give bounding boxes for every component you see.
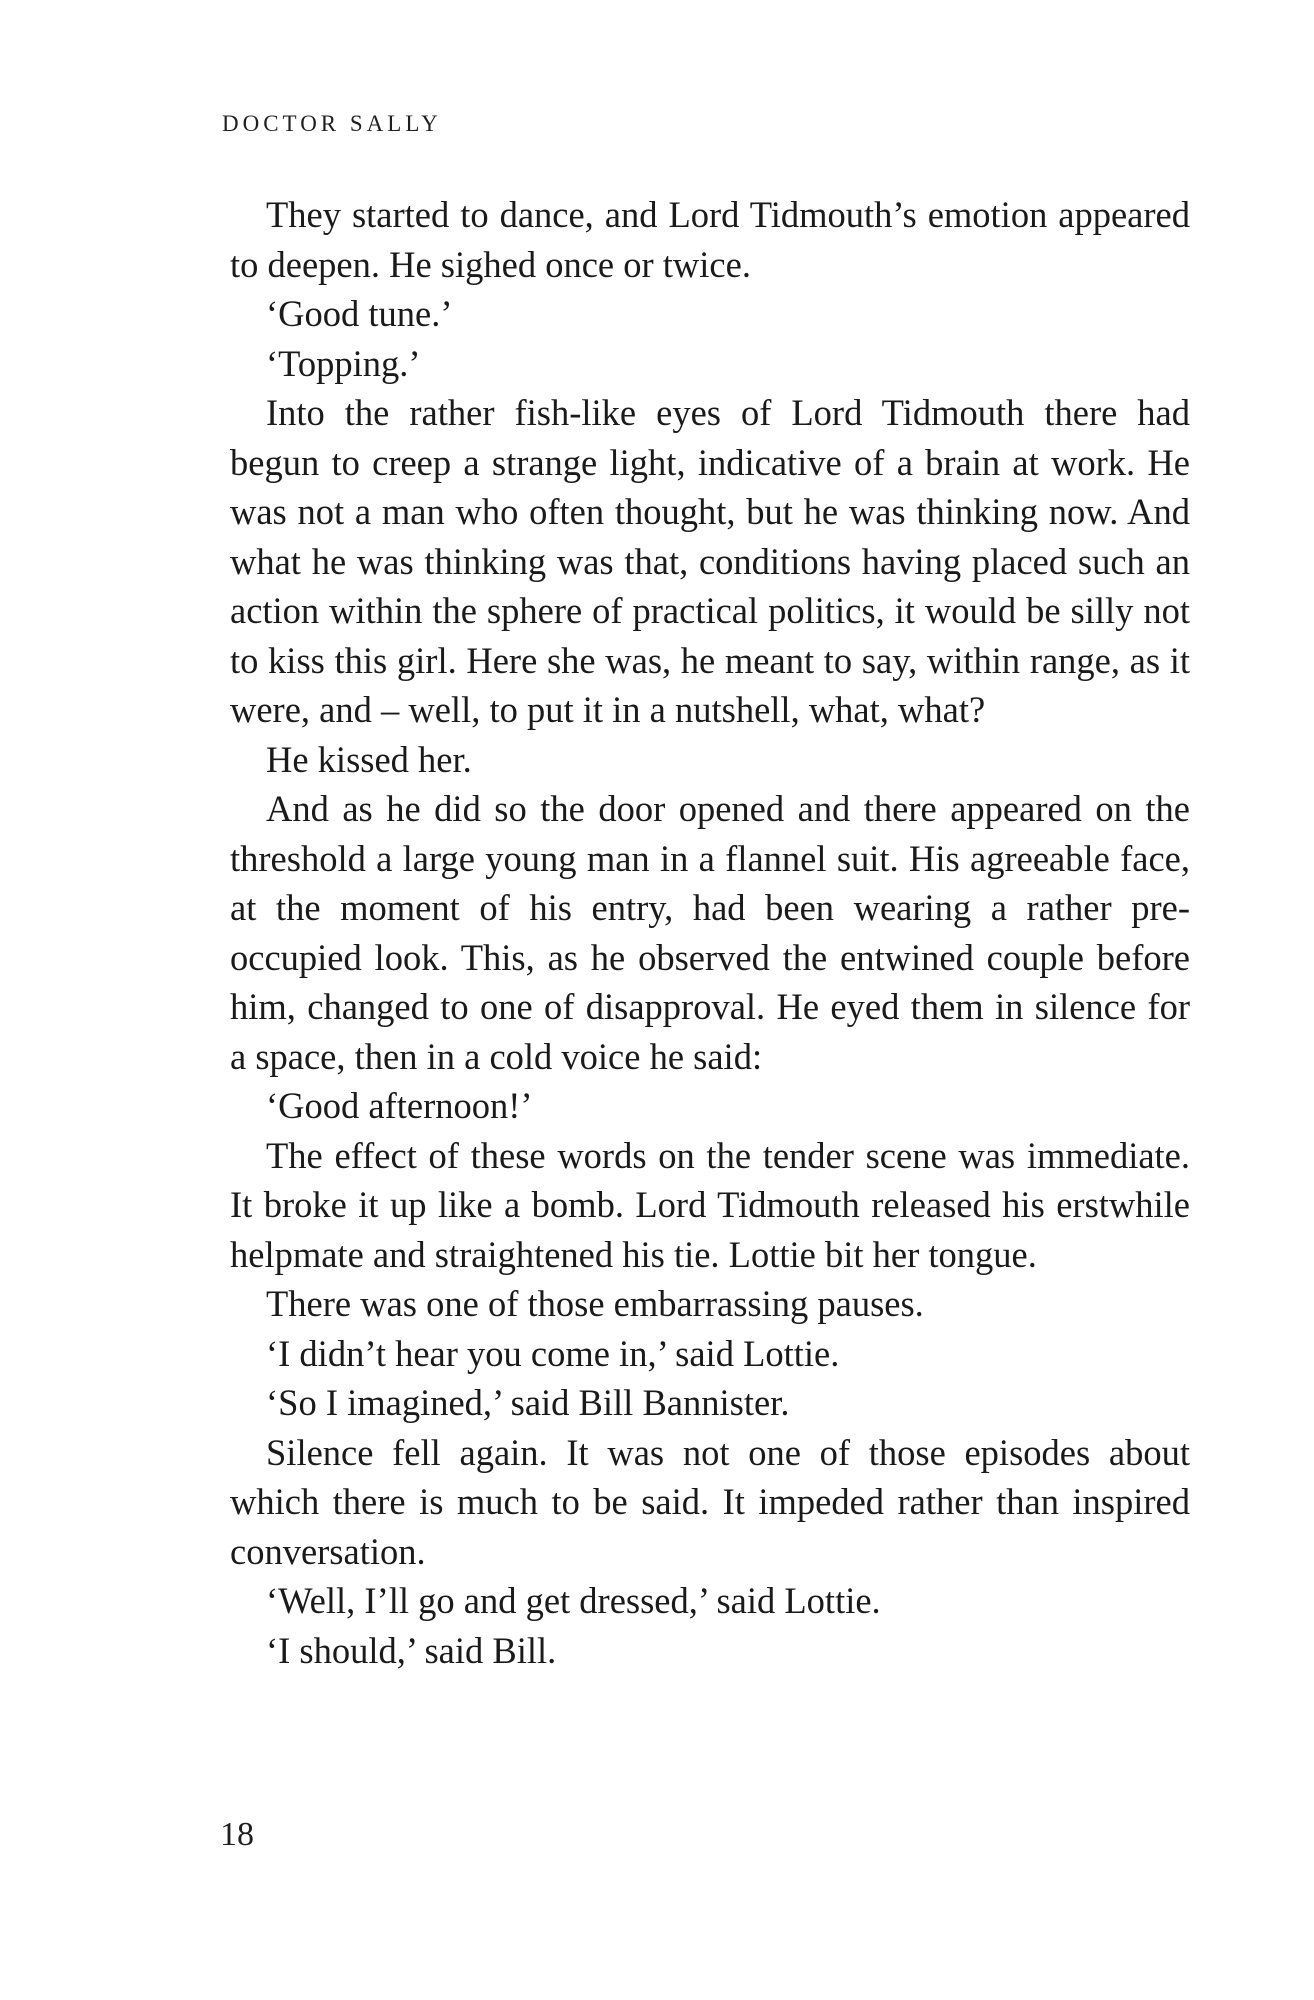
paragraph: There was one of those embarrassing pauses. (266, 1283, 924, 1324)
paragraph: Into the rather fish-like eyes of Lord Tidmouth there had begun to creep a strange light, indicative of a brain at work. He was not a man who often thought, but he was thinking now. And what he was thinking was that, conditions having placed such an action within the sphere of practical politics, it would be silly not to kiss this girl. Here she was, he meant to say, within range, as it were, and – well, to put it in a nutshell, what, what? (230, 392, 1190, 730)
paragraph: ‘So I imagined,’ said Bill Bannister. (266, 1382, 790, 1423)
body-text (230, 190, 1190, 1675)
paragraph: Silence fell again. It was not one of those episodes about which there is much to be said. It impeded rather than inspired conversation. (230, 1431, 1190, 1572)
paragraph: They started to dance, and Lord Tidmouth’s emotion appeared to deepen. He sighed once or twice. (230, 194, 1190, 285)
page-number: 18 (220, 1816, 254, 1853)
running-head: DOCTOR SALLY (222, 111, 442, 136)
paragraph: ‘Good tune.’ (266, 293, 453, 334)
paragraph: ‘I should,’ said Bill. (266, 1629, 557, 1671)
paragraph: And as he did so the door opened and there appeared on the threshold a large young man in a flannel suit. His agreeable face, at the moment of his entry, had been wearing a rather pre-occupied look. This, as he observed the entwined couple before him, changed to one of disapproval. He eyed them in silence for a space, then in a cold voice he said: (230, 788, 1190, 1077)
paragraph: He kissed her. (266, 738, 472, 780)
paragraph: ‘I didn’t hear you come in,’ said Lottie. (266, 1332, 840, 1374)
paragraph: ‘Topping.’ (266, 342, 421, 384)
paragraph: ‘Good afternoon!’ (266, 1085, 533, 1126)
paragraph: The effect of these words on the tender scene was immediate. It broke it up like a bomb. Lord Tidmouth released his erstwhile helpmate and straightened his tie. Lottie bit her tongue. (230, 1134, 1190, 1275)
paragraph: ‘Well, I’ll go and get dressed,’ said Lottie. (266, 1580, 881, 1621)
